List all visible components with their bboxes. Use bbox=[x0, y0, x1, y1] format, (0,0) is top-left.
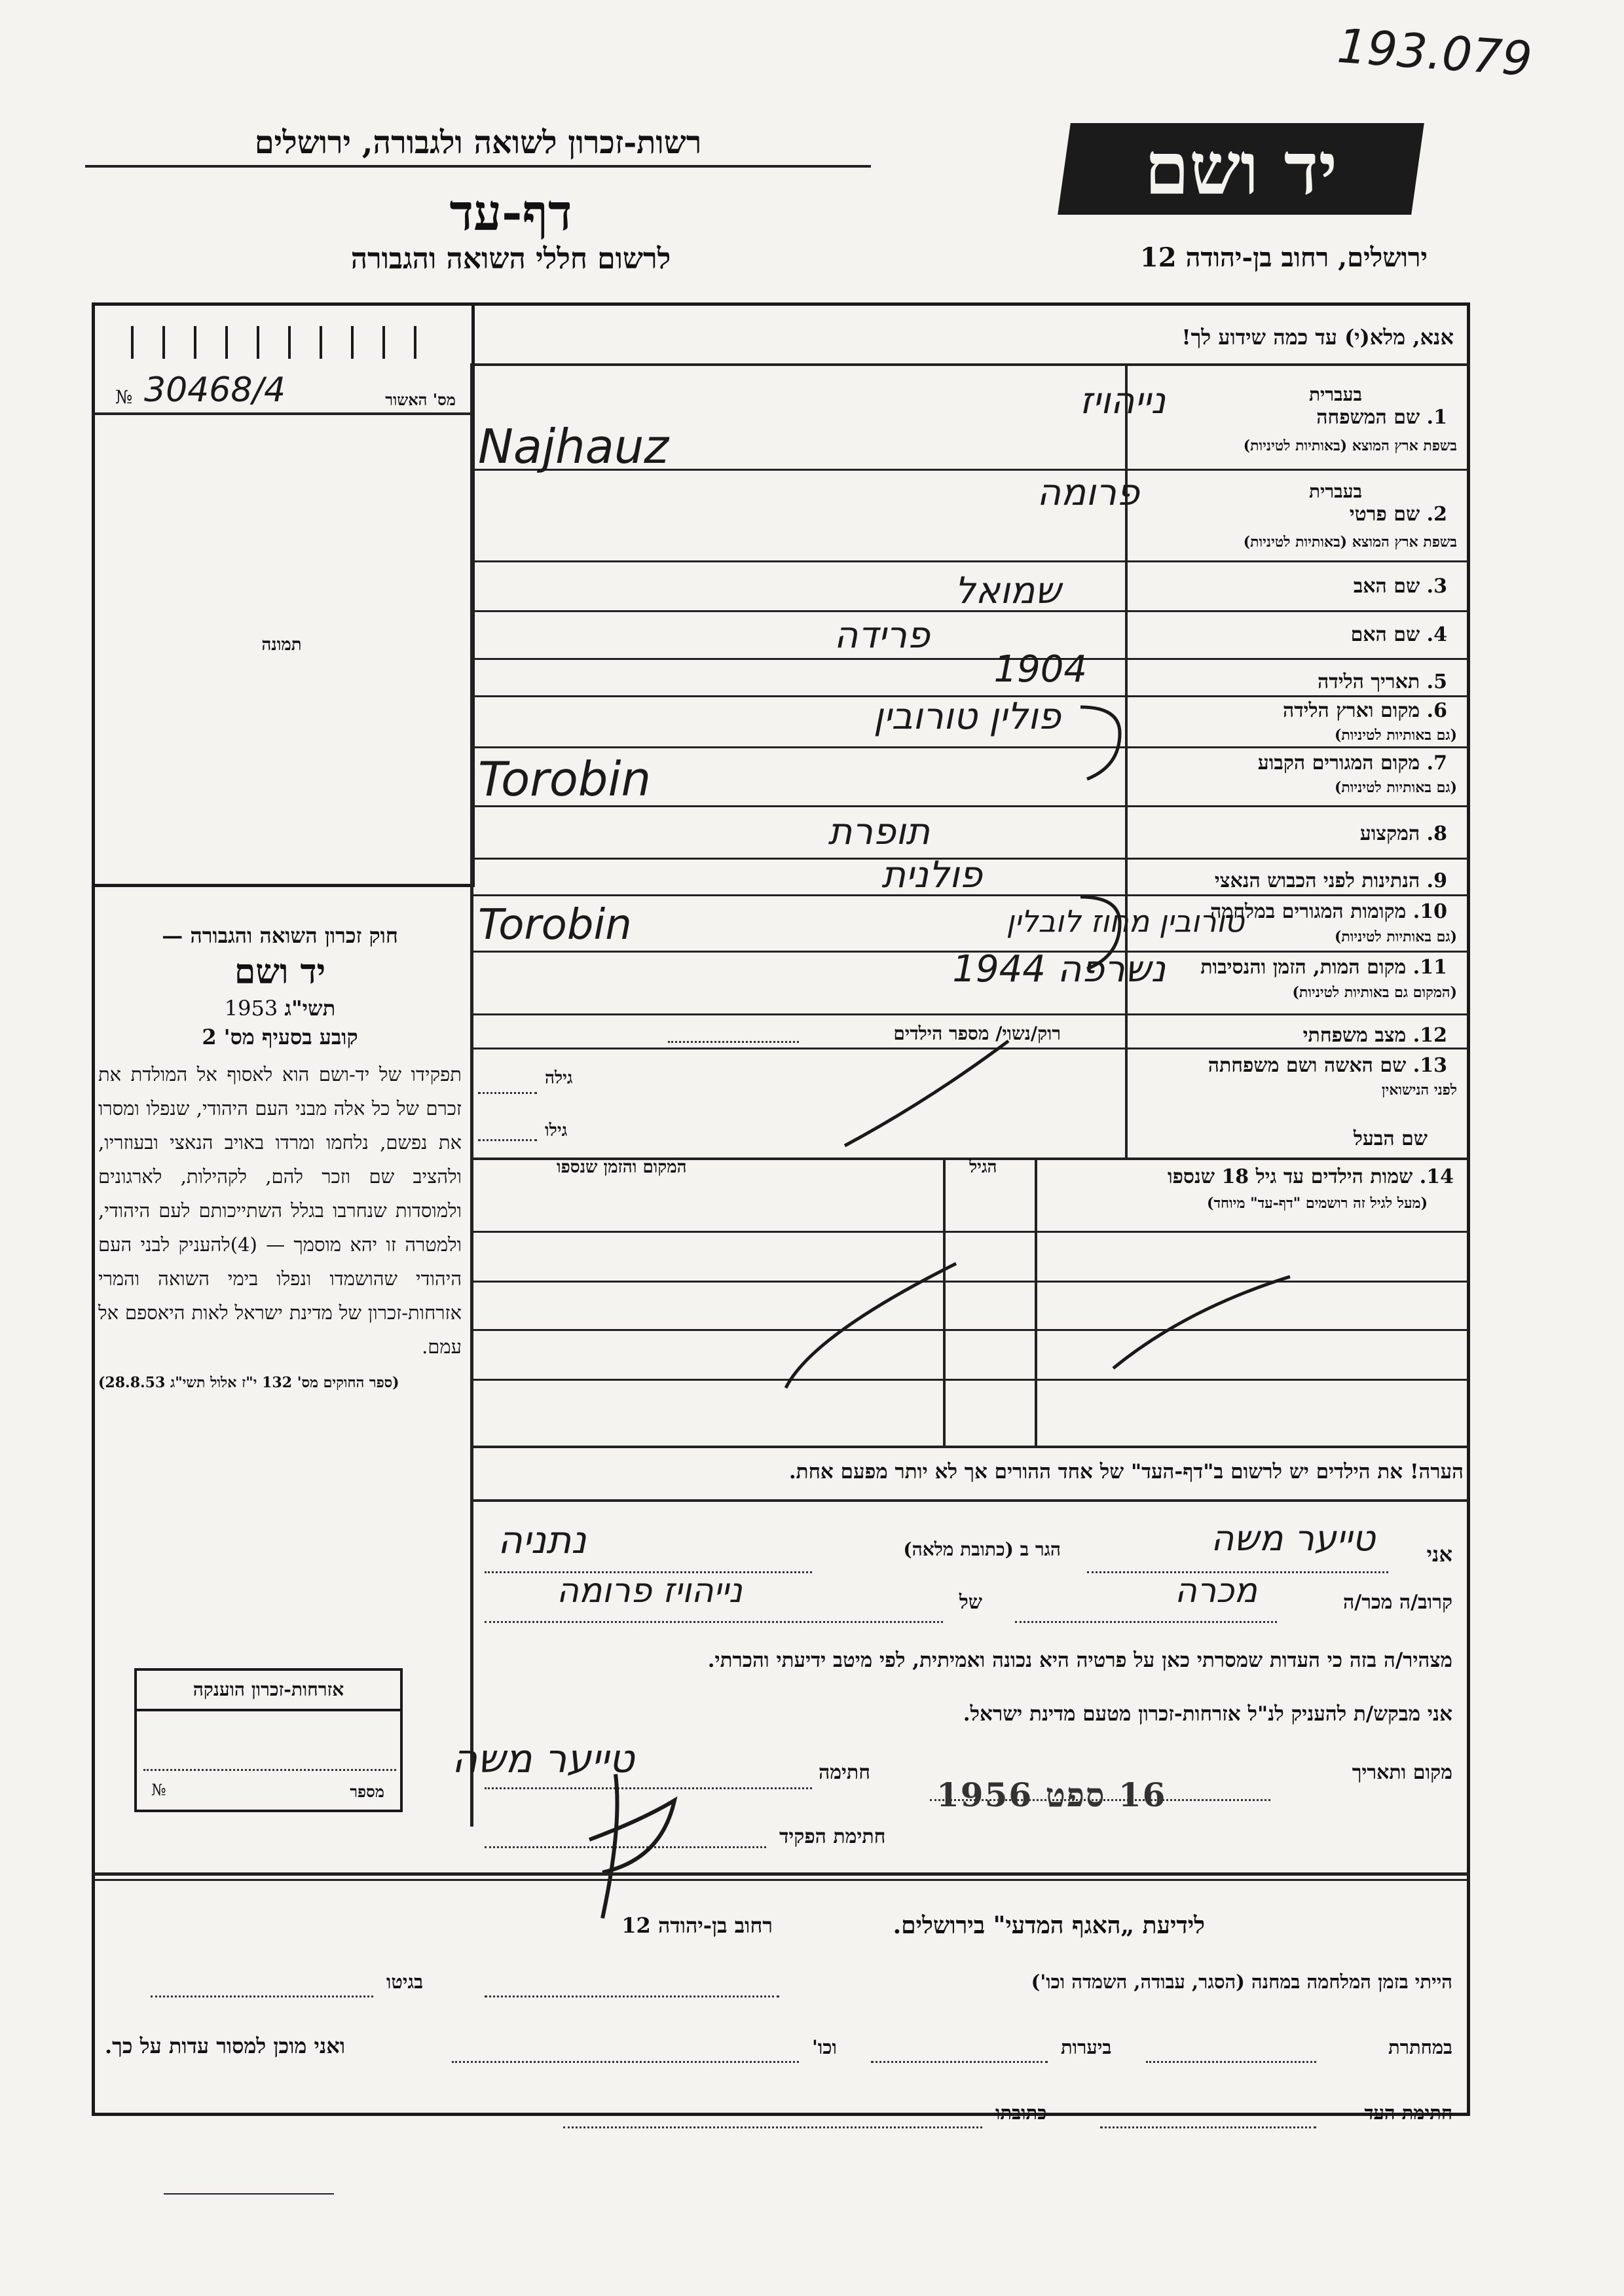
field-5-value: 1904 bbox=[993, 648, 1087, 691]
bottom-mark bbox=[164, 2193, 334, 2195]
footer-etc: וכו' bbox=[812, 2036, 837, 2058]
field-2-label: 2. שם פרטי bbox=[1349, 503, 1447, 526]
row-line bbox=[470, 560, 1469, 562]
field-2-sub: בשפת ארץ המוצא (באותיות לטיניות) bbox=[1243, 534, 1457, 551]
footer-witness-address-line bbox=[563, 2126, 982, 2128]
footer-camp-line bbox=[485, 1995, 779, 1997]
decl-i-label: אני bbox=[1426, 1542, 1452, 1567]
field-1-sub: בשפת ארץ המוצא (באותיות לטיניות) bbox=[1243, 437, 1457, 454]
photo-label: תמונה bbox=[261, 635, 302, 655]
row-line bbox=[470, 1013, 1469, 1015]
husband-age-line bbox=[478, 1139, 537, 1141]
wife-age-label: גילה bbox=[545, 1068, 573, 1088]
decl-of-value: נייהויז פרומה bbox=[557, 1571, 743, 1611]
field-13-sub: לפני הנישואין bbox=[1381, 1082, 1457, 1099]
decl-relative-line bbox=[1015, 1621, 1277, 1623]
field-6-label: 6. מקום וארץ הלידה bbox=[1282, 699, 1447, 722]
footer-witness-sig: חתימת העד bbox=[1364, 2102, 1452, 2124]
footer-address: רחוב בן-יהודה 12 bbox=[621, 1913, 773, 1938]
footer-forests: ביערות bbox=[1061, 2036, 1112, 2058]
field-8-value: תופרת bbox=[828, 811, 930, 853]
law-clause: קובע בסעיף מס' 2 bbox=[202, 1025, 358, 1049]
decl-resides-value: נתניה bbox=[498, 1518, 587, 1562]
field-4-label: 4. שם האם bbox=[1350, 623, 1447, 646]
divider bbox=[471, 363, 1470, 366]
field-7-value: Torobin bbox=[478, 752, 652, 807]
org-title: רשות-זכרון לשואה ולגבורה, ירושלים bbox=[85, 124, 871, 168]
decl-i-value: טייער משה bbox=[1211, 1518, 1375, 1559]
yad-vashem-logo bbox=[1058, 123, 1424, 215]
logo-text: יד ושם bbox=[1144, 126, 1338, 211]
field-2-value-he: פרומה bbox=[1037, 471, 1139, 514]
field-1-hebrew-tag: בעברית bbox=[1308, 384, 1362, 405]
field-1-value-he: נייהויז bbox=[1079, 380, 1166, 422]
law-citation: (ספר החוקים מס' 132 י"ז אלול תשי"ג 28.8.53) bbox=[98, 1374, 399, 1391]
reg-number-value: 30468/4 bbox=[144, 371, 286, 410]
field-7-label: 7. מקום המגורים הקבוע bbox=[1257, 752, 1447, 774]
law-year: 1953 bbox=[224, 996, 278, 1021]
footer-witness-address: כתובתו bbox=[995, 2102, 1047, 2124]
field-6-value: פולין טורובין bbox=[873, 695, 1061, 738]
citizenship-no-sign: № bbox=[151, 1781, 166, 1799]
decl-statement: מצהיר/ה בזה כי העדות שמסרתי כאן על פרטיה היא נכונה ואמיתית, לפי מיטב ידיעתי והכרתי. bbox=[707, 1649, 1452, 1672]
footer-underground: במחתרת bbox=[1388, 2036, 1452, 2058]
decl-signature-value: טייער משה bbox=[452, 1736, 635, 1782]
children-row-line bbox=[470, 1231, 1469, 1233]
children-row-line bbox=[470, 1329, 1469, 1331]
field-2-hebrew-tag: בעברית bbox=[1308, 481, 1362, 502]
husband-age-label: גילו bbox=[545, 1121, 568, 1140]
citizenship-box bbox=[134, 1668, 403, 1812]
cancel-stroke bbox=[773, 1257, 969, 1401]
decl-officer-label: חתימת הפקיד bbox=[779, 1825, 886, 1848]
field-7-sub: (גם באותיות לטיניות) bbox=[1334, 779, 1457, 796]
law-title: חוק זכרון השואה והגבורה — bbox=[162, 923, 398, 948]
decl-of-label: של bbox=[959, 1591, 982, 1614]
field-12-value: רוק/נשוי/ מספר הילדים bbox=[893, 1023, 1061, 1044]
children-col-place: המקום והזמן שנספו bbox=[557, 1157, 687, 1177]
children-col-age: הגיל bbox=[969, 1157, 997, 1177]
footer-forests-line bbox=[871, 2061, 1048, 2063]
field-3-value: שמואל bbox=[954, 570, 1061, 612]
field-9-label: 9. הנתינות לפני הכבוש הנאצי bbox=[1214, 869, 1447, 892]
left-column-divider bbox=[470, 363, 473, 1827]
row-line bbox=[470, 658, 1469, 660]
field-13-label: 13. שם האשה ושם משפחתה bbox=[1208, 1054, 1447, 1077]
field-10-value: טורובין מחוז לובלין bbox=[1006, 903, 1244, 939]
officer-signature bbox=[576, 1761, 707, 1931]
children-sub: (מעל לגיל זה רושמים "דף-עד" מיוחד) bbox=[1207, 1195, 1428, 1212]
form-title: דף-עד bbox=[449, 183, 572, 242]
instruction: אנא, מלא(י) עד כמה שידוע לך! bbox=[1181, 325, 1454, 350]
children-label: 14. שמות הילדים עד גיל 18 שנספו bbox=[1167, 1165, 1454, 1188]
address: ירושלים, רחוב בן-יהודה 12 bbox=[1139, 242, 1428, 273]
decl-resides-label: הגר ב (כתובת מלאה) bbox=[903, 1539, 1061, 1560]
field-6-sub: (גם באותיות לטיניות) bbox=[1334, 727, 1457, 744]
note-line bbox=[470, 1499, 1469, 1502]
decl-relative-label: קרוב/ה מכר/ה bbox=[1343, 1591, 1452, 1614]
law-year-line bbox=[98, 996, 462, 1021]
cancel-stroke bbox=[838, 1034, 1022, 1152]
decl-signature-label: חתימה bbox=[819, 1761, 870, 1784]
decl-stamp-date: 16 ספט 1956 bbox=[936, 1776, 1167, 1814]
field-12-label: 12. מצב משפחתי bbox=[1302, 1024, 1447, 1047]
footer-underground-line bbox=[1146, 2061, 1316, 2063]
field-5-label: 5. תאריך הלידה bbox=[1318, 670, 1447, 693]
photo-box bbox=[92, 412, 475, 887]
field-11-sub: (המקום גם באותיות לטיניות) bbox=[1292, 984, 1457, 1001]
field-12-line bbox=[668, 1041, 799, 1043]
note: הערה! את הילדים יש לרשום ב"דף-העד" של אחד ההורים אך לא יותר מפעם אחת. bbox=[788, 1460, 1464, 1484]
footer-willing: ואני מוכן למסור עדות על כך. bbox=[105, 2033, 346, 2058]
archive-number: 193.079 bbox=[1335, 18, 1534, 87]
brace-marks bbox=[1074, 694, 1153, 982]
law-body: תפקידו של יד-ושם הוא לאסוף אל המולדת את זכרם של כל אלה מבני העם היהודי, שנפלו ומסרו את נפשם, נלחמו ומרדו באויב הנאצי ובעוזריו, ולהציב שם וזכר להם, לקהילות, לארגונים ולמוסדות שנחרבו בגלל השתייכותם לעם היהודי, ולמטרה זו יהא מוסמך — (4)להעניק לבני העם היהודי שהושמדו ונפלו בימי השואה והמרי אזרחות-זכרון של מדינת ישראל לאות היאספם אל עמם. bbox=[98, 1063, 462, 1358]
children-row-line bbox=[470, 1379, 1469, 1381]
row-line bbox=[470, 746, 1469, 748]
field-4-value: פרידה bbox=[834, 614, 930, 657]
footer-etc-line bbox=[452, 2061, 799, 2063]
law-year-heb: תשי"ג bbox=[284, 996, 336, 1021]
footer-camp: הייתי בזמן המלחמה במחנה (הסגר, עבודה, השמדה וכו') bbox=[1031, 1971, 1452, 1993]
decl-place-line bbox=[930, 1799, 1270, 1801]
field-9-value: פולנית bbox=[881, 854, 982, 896]
wife-age-line bbox=[478, 1092, 537, 1094]
field-11-label: 11. מקום המות, הזמן והנסיבות bbox=[1200, 956, 1447, 979]
children-row-line bbox=[470, 1446, 1469, 1448]
decl-request: אני מבקש/ת להעניק לנ"ל אזרחות-זכרון מטעם מדינת ישראל. bbox=[963, 1702, 1452, 1726]
citizenship-title: אזרחות-זכרון הוענקה bbox=[137, 1671, 400, 1711]
form-subtitle: לרשום חללי השואה והגבורה bbox=[350, 242, 671, 276]
field-3-label: 3. שם האב bbox=[1353, 575, 1447, 598]
cancel-stroke bbox=[1107, 1270, 1303, 1375]
decl-place-date-label: מקום ותאריך bbox=[1352, 1761, 1452, 1784]
field-11-value: נשרפה 1944 bbox=[952, 948, 1166, 991]
decl-of-line bbox=[485, 1621, 943, 1623]
children-row-line bbox=[470, 1281, 1469, 1283]
footer-title: לידיעת „האגף המדעי" בירושלים. bbox=[893, 1912, 1205, 1939]
decl-relative-value: מכרה bbox=[1174, 1571, 1257, 1611]
barcode-ticks bbox=[131, 326, 432, 359]
field-8-label: 8. המקצוע bbox=[1359, 822, 1447, 845]
field-1-label: 1. שם המשפחה bbox=[1316, 406, 1447, 429]
law-name: יד ושם bbox=[234, 952, 326, 992]
footer-divider bbox=[92, 1879, 1470, 1881]
field-10-value-latin: Torobin bbox=[478, 901, 632, 949]
field-10-sub: (גם באותיות לטיניות) bbox=[1334, 928, 1457, 945]
children-col-divider bbox=[1035, 1159, 1037, 1447]
law-text bbox=[98, 923, 462, 1391]
field-10-label: 10. מקומות המגורים במלחמה bbox=[1210, 900, 1447, 923]
footer-ghetto-line bbox=[151, 1995, 373, 1997]
footer-divider bbox=[92, 1872, 1470, 1876]
reg-no-prefix: № bbox=[115, 386, 133, 408]
husband-label: שם הבעל bbox=[1353, 1127, 1428, 1150]
field-1-value-latin: Najhauz bbox=[478, 419, 669, 474]
reg-label: מס' האשור bbox=[385, 390, 456, 409]
footer-ghetto: בגיטו bbox=[386, 1971, 424, 1993]
footer-witness-line bbox=[1100, 2126, 1316, 2128]
citizenship-number-label: מספר bbox=[350, 1782, 384, 1801]
